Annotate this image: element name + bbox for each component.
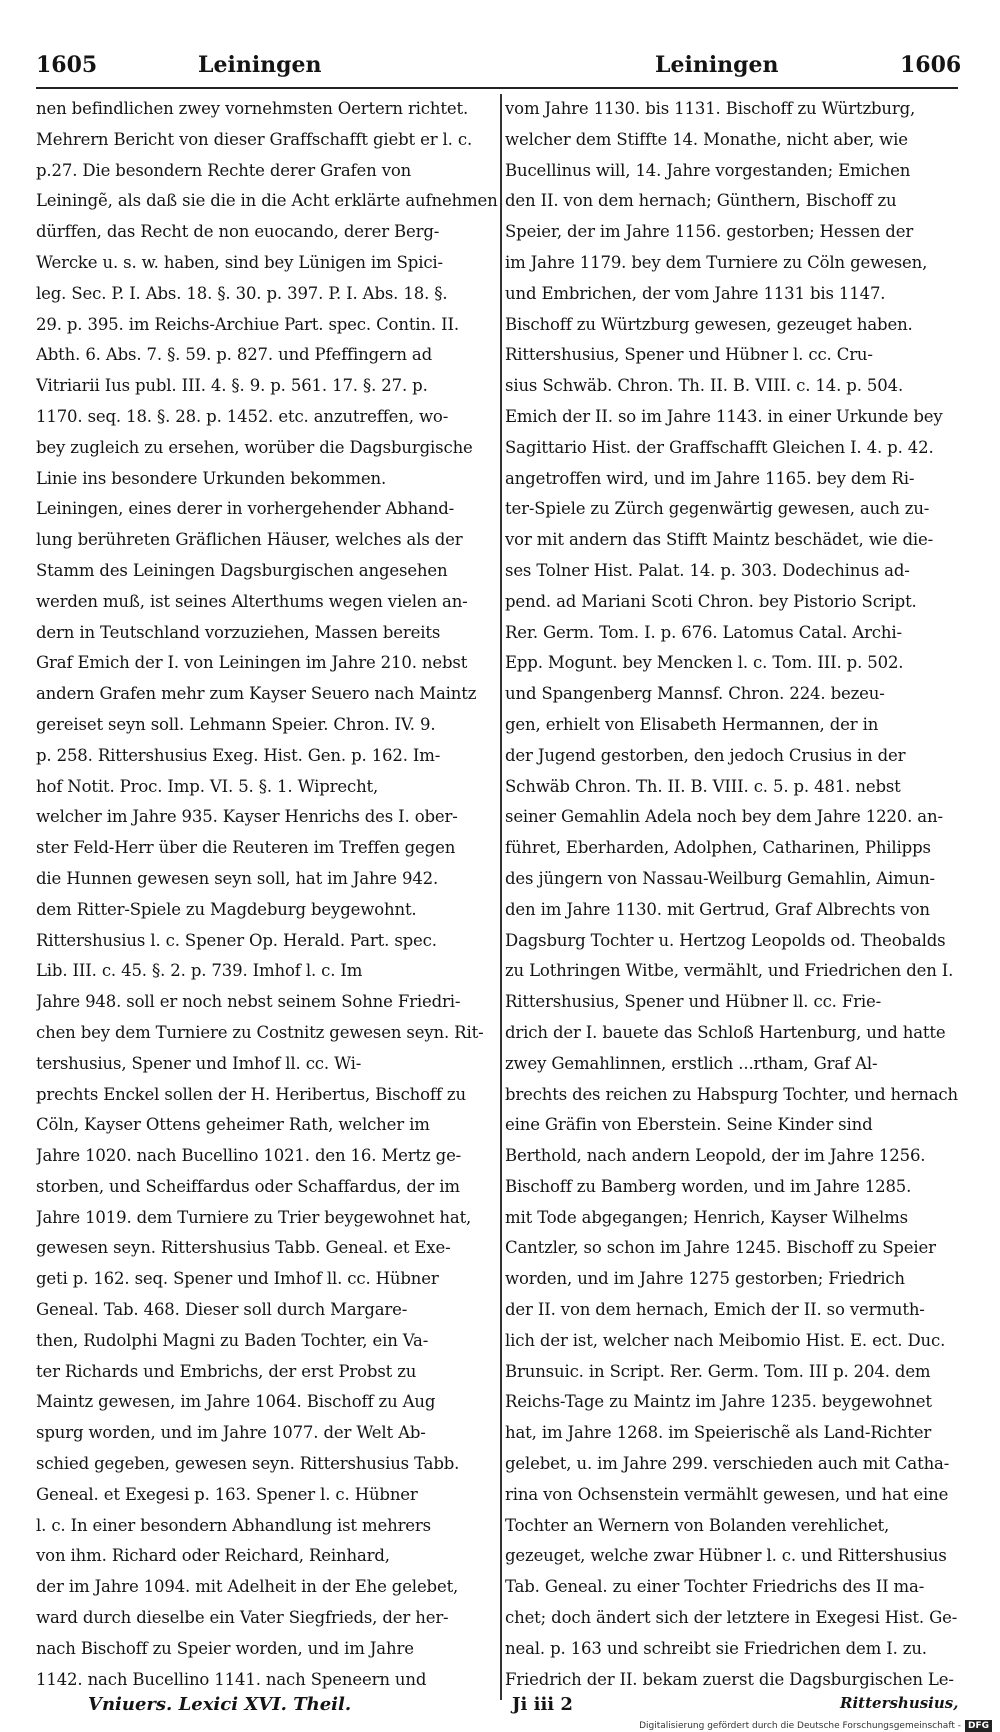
text-line: Mehrern Bericht von dieser Graffschafft giebt er l. c. (36, 129, 473, 149)
text-line: hat, im Jahre 1268. im Speierischẽ als Land-Richter (505, 1423, 932, 1443)
signature-volume-note: Vniuers. Lexici XVI. Theil. (88, 1694, 352, 1715)
text-line: Sagittario Hist. der Graffschafft Gleichen I. 4. p. 42. (505, 437, 934, 457)
text-line: storben, und Scheiffardus oder Schaffardus, der im (36, 1176, 460, 1196)
signature-mark: Ji iii 2 (512, 1694, 573, 1715)
text-line: l. c. In einer besondern Abhandlung ist mehrers (36, 1515, 431, 1535)
text-line: Lib. III. c. 45. §. 2. p. 739. Imhof l. c. Im (36, 961, 363, 981)
text-line: der Jugend gestorben, den jedoch Crusius in der (505, 745, 906, 765)
text-line: Abth. 6. Abs. 7. §. 59. p. 827. und Pfeffingern ad (36, 345, 433, 365)
header-rule (36, 87, 958, 89)
text-line: Leiningẽ, als daß sie die in die Acht erklärte aufnehmen (36, 191, 498, 211)
text-line: Rittershusius l. c. Spener Op. Herald. Part. spec. (36, 930, 437, 950)
text-line: Speier, der im Jahre 1156. gestorben; Hessen der (505, 222, 914, 242)
column-divider (500, 94, 502, 1700)
text-line: lich der ist, welcher nach Meibomio Hist. E. ect. Duc. (505, 1330, 946, 1350)
text-line: ster Feld-Herr über die Reuteren im Treffen gegen (36, 838, 456, 858)
text-line: Cöln, Kayser Ottens geheimer Rath, welcher im (36, 1115, 430, 1135)
text-line: zwey Gemahlinnen, erstlich ...rtham, Graf Al- (505, 1053, 878, 1073)
text-line: Leiningen, eines derer in vorhergehender Abhand- (36, 499, 455, 519)
right-running-title: Leiningen (655, 52, 779, 78)
text-line: und Spangenberg Mannsf. Chron. 224. bezeu- (505, 684, 885, 704)
text-line: den II. von dem hernach; Günthern, Bischoff zu (505, 191, 897, 211)
text-line: zu Lothringen Witbe, vermählt, und Friedrichen den I. (505, 961, 954, 981)
text-line: Rittershusius, Spener und Hübner l. cc. Cru- (505, 345, 873, 365)
text-line: ter-Spiele zu Zürch gegenwärtig gewesen, auch zu- (505, 499, 930, 519)
text-line: angetroffen wird, und im Jahre 1165. bey dem Ri- (505, 468, 915, 488)
text-line: den im Jahre 1130. mit Gertrud, Graf Albrechts von (505, 899, 930, 919)
text-line: drich der I. bauete das Schloß Hartenburg, und hatte (505, 1022, 946, 1042)
left-running-title: Leiningen (198, 52, 322, 78)
text-line: then, Rudolphi Magni zu Baden Tochter, ein Va- (36, 1330, 429, 1350)
text-line: schied gegeben, gewesen seyn. Rittershusius Tabb. (36, 1454, 460, 1474)
text-line: der im Jahre 1094. mit Adelheit in der Ehe gelebet, (36, 1577, 459, 1597)
text-line: sius Schwäb. Chron. Th. II. B. VIII. c. 14. p. 504. (505, 376, 904, 396)
text-line: Berthold, nach andern Leopold, der im Jahre 1256. (505, 1146, 926, 1166)
text-line: Brunsuic. in Script. Rer. Germ. Tom. III p. 204. dem (505, 1361, 931, 1381)
text-line: Rer. Germ. Tom. I. p. 676. Latomus Catal. Archi- (505, 622, 902, 642)
text-line: Maintz gewesen, im Jahre 1064. Bischoff zu Aug (36, 1392, 436, 1412)
text-line: leg. Sec. P. I. Abs. 18. §. 30. p. 397. P. I. Abs. 18. §. (36, 283, 448, 303)
text-line: hof Notit. Proc. Imp. VI. 5. §. 1. Wiprecht, (36, 776, 379, 796)
text-line: Reichs-Tage zu Maintz im Jahre 1235. beygewohnet (505, 1392, 932, 1412)
text-line: Bischoff zu Würtzburg gewesen, gezeuget haben. (505, 314, 913, 334)
text-line: werden muß, ist seines Alterthums wegen vielen an- (36, 591, 468, 611)
text-line: dern in Teutschland vorzuziehen, Massen bereits (36, 622, 441, 642)
credit-text: Digitalisierung gefördert durch die Deutsche Forschungsgemeinschaft - (639, 1721, 961, 1731)
left-text-column (36, 94, 498, 1698)
text-line: chen bey dem Turniere zu Costnitz gewesen seyn. Rit- (36, 1022, 484, 1042)
text-line: bey zugleich zu ersehen, worüber die Dagsburgische (36, 437, 473, 457)
left-page-number: 1605 (36, 52, 98, 78)
text-line: gewesen seyn. Rittershusius Tabb. Geneal. et Exe- (36, 1238, 451, 1258)
text-line: nach Bischoff zu Speier worden, und im Jahre (36, 1638, 414, 1658)
text-line: welcher im Jahre 935. Kayser Henrichs des I. ober- (36, 807, 458, 827)
text-line: vom Jahre 1130. bis 1131. Bischoff zu Würtzburg, (505, 99, 916, 118)
text-line: dürffen, das Recht de non euocando, derer Berg- (36, 222, 440, 242)
text-line: Wercke u. s. w. haben, sind bey Lünigen im Spici- (36, 252, 443, 272)
text-line: Tochter an Wernern von Bolanden verehlichet, (505, 1515, 890, 1535)
right-page-number: 1606 (900, 52, 962, 78)
text-line: Jahre 1019. dem Turniere zu Trier beygewohnet hat, (36, 1207, 472, 1227)
text-line: Cantzler, so schon im Jahre 1245. Bischoff zu Speier (505, 1238, 936, 1258)
text-line: Emich der II. so im Jahre 1143. in einer Urkunde bey (505, 406, 943, 426)
text-line: tershusius, Spener und Imhof ll. cc. Wi- (36, 1053, 362, 1073)
text-line: gezeuget, welche zwar Hübner l. c. und Rittershusius (505, 1546, 947, 1566)
text-line: von ihm. Richard oder Reichard, Reinhard, (36, 1546, 390, 1566)
text-line: welcher dem Stiffte 14. Monathe, nicht aber, wie (505, 129, 908, 149)
text-line: Rittershusius, Spener und Hübner ll. cc. Frie- (505, 992, 882, 1012)
text-line: der II. von dem hernach, Emich der II. so vermuth- (505, 1300, 925, 1320)
text-line: Bischoff zu Bamberg worden, und im Jahre 1285. (505, 1176, 912, 1196)
text-line: des jüngern von Nassau-Weilburg Gemahlin, Aimun- (505, 868, 935, 888)
text-line: brechts des reichen zu Habspurg Tochter, und hernach (505, 1084, 958, 1104)
text-line: lung berühreten Gräflichen Häuser, welches als der (36, 530, 463, 550)
text-line: gereiset seyn soll. Lehmann Speier. Chron. IV. 9. (36, 714, 436, 734)
text-line: rina von Ochsenstein vermählt gewesen, und hat eine (505, 1484, 949, 1504)
text-line: neal. p. 163 und schreibt sie Friedrichen dem I. zu. (505, 1638, 927, 1658)
text-line: Vitriarii Ius publ. III. 4. §. 9. p. 561. 17. §. 27. p. (36, 376, 428, 396)
text-line: seiner Gemahlin Adela noch bey dem Jahre 1220. an- (505, 807, 943, 827)
text-line: und Embrichen, der vom Jahre 1131 bis 1147. (505, 283, 886, 303)
text-line: 29. p. 395. im Reichs-Archiue Part. spec. Contin. II. (36, 314, 459, 334)
text-line: dem Ritter-Spiele zu Magdeburg beygewohnt. (36, 899, 417, 919)
text-line: ward durch dieselbe ein Vater Siegfrieds, der her- (36, 1608, 449, 1628)
text-line: Bucellinus will, 14. Jahre vorgestanden; Emichen (505, 160, 911, 180)
text-line: Stamm des Leiningen Dagsburgischen angesehen (36, 560, 448, 580)
text-line: p. 258. Rittershusius Exeg. Hist. Gen. p. 162. Im- (36, 745, 441, 765)
text-line: 1142. nach Bucellino 1141. nach Speneern und (36, 1669, 427, 1689)
text-line: Jahre 1020. nach Bucellino 1021. den 16. Mertz ge- (36, 1146, 462, 1166)
text-line: worden, und im Jahre 1275 gestorben; Friedrich (505, 1269, 905, 1289)
catchword: Rittershusius, (840, 1694, 959, 1712)
text-line: mit Tode abgegangen; Henrich, Kayser Wilhelms (505, 1207, 908, 1227)
text-line: Linie ins besondere Urkunden bekommen. (36, 468, 387, 488)
text-line: spurg worden, und im Jahre 1077. der Welt Ab- (36, 1423, 426, 1443)
text-line: gen, erhielt von Elisabeth Hermannen, der in (505, 714, 879, 734)
text-line: vor mit andern das Stifft Maintz beschädet, wie die- (505, 530, 934, 550)
text-line: Geneal. Tab. 468. Dieser soll durch Margare- (36, 1300, 408, 1320)
text-line: ses Tolner Hist. Palat. 14. p. 303. Dodechinus ad- (505, 560, 910, 580)
text-line: eine Gräfin von Eberstein. Seine Kinder sind (505, 1115, 873, 1135)
text-line: geti p. 162. seq. Spener und Imhof ll. cc. Hübner (36, 1269, 439, 1289)
text-line: pend. ad Mariani Scoti Chron. bey Pistorio Script. (505, 591, 917, 611)
text-line: Epp. Mogunt. bey Mencken l. c. Tom. III. p. 502. (505, 653, 904, 673)
text-line: im Jahre 1179. bey dem Turniere zu Cöln gewesen, (505, 252, 928, 272)
dfg-logo: DFG (965, 1720, 992, 1732)
digitization-credit (540, 1720, 992, 1732)
text-line: Schwäb Chron. Th. II. B. VIII. c. 5. p. 481. nebst (505, 776, 901, 796)
text-line: chet; doch ändert sich der letztere in Exegesi Hist. Ge- (505, 1608, 958, 1628)
text-line: 1170. seq. 18. §. 28. p. 1452. etc. anzutreffen, wo- (36, 406, 449, 426)
text-line: Jahre 948. soll er noch nebst seinem Sohne Friedri- (36, 992, 461, 1012)
text-line: die Hunnen gewesen seyn soll, hat im Jahre 942. (36, 868, 439, 888)
text-line: führet, Eberharden, Adolphen, Catharinen, Philipps (505, 838, 931, 858)
text-line: andern Grafen mehr zum Kayser Seuero nach Maintz (36, 684, 477, 704)
text-line: Tab. Geneal. zu einer Tochter Friedrichs des II ma- (505, 1577, 925, 1597)
text-line: Graf Emich der I. von Leiningen im Jahre 210. nebst (36, 653, 468, 673)
text-line: ter Richards und Embrichs, der erst Probst zu (36, 1361, 417, 1381)
text-line: nen befindlichen zwey vornehmsten Oertern richtet. (36, 99, 469, 118)
right-text-column (505, 94, 958, 1698)
text-line: prechts Enckel sollen der H. Heribertus, Bischoff zu (36, 1084, 466, 1104)
text-line: p.27. Die besondern Rechte derer Grafen von (36, 160, 412, 180)
text-line: Friedrich der II. bekam zuerst die Dagsburgischen Le- (505, 1669, 954, 1689)
text-line: Dagsburg Tochter u. Hertzog Leopolds od. Theobalds (505, 930, 946, 950)
text-line: gelebet, u. im Jahre 299. verschieden auch mit Catha- (505, 1454, 950, 1474)
text-line: Geneal. et Exegesi p. 163. Spener l. c. Hübner (36, 1484, 418, 1504)
